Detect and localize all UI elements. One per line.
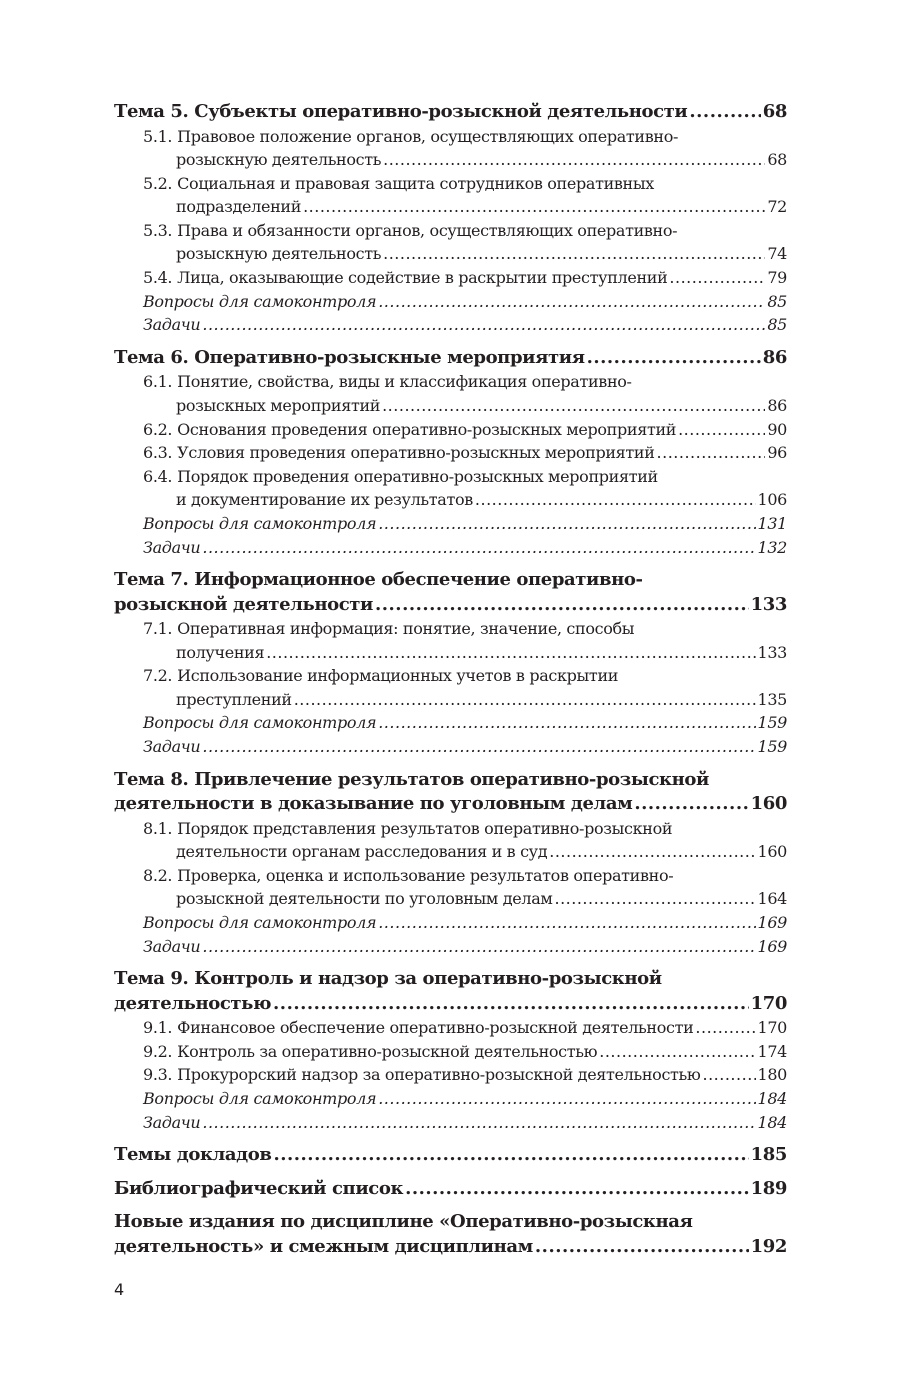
entry-title: Социальная и правовая защита сотрудников оперативных xyxy=(177,173,654,193)
theme-title: Библиографический список xyxy=(114,1177,404,1199)
entry-page: 90 xyxy=(767,419,787,439)
dot-leader xyxy=(549,840,755,864)
dot-leader xyxy=(587,346,761,371)
entry-number: 6.4. xyxy=(143,466,173,486)
theme-title: Тема 5. Субъекты оперативно-розыскной деятельности xyxy=(114,101,688,122)
theme-page: 170 xyxy=(750,992,787,1014)
toc-line xyxy=(114,568,787,593)
entry-page: 86 xyxy=(767,395,787,415)
toc-line xyxy=(114,313,787,337)
entry-page: 184 xyxy=(757,1112,787,1132)
toc-line xyxy=(114,1040,787,1064)
entry-title: Задачи xyxy=(143,537,201,557)
entry-title: Финансовое обеспечение оперативно-розыскной деятельности xyxy=(177,1018,694,1038)
theme-page: 189 xyxy=(750,1177,787,1199)
toc-line xyxy=(114,1087,787,1111)
toc-line xyxy=(114,864,787,888)
toc-line xyxy=(114,172,787,196)
entry-page: 170 xyxy=(757,1018,787,1038)
theme-page: 68 xyxy=(762,101,787,122)
entry-title: Задачи xyxy=(143,315,201,335)
entry-page: 164 xyxy=(757,889,787,909)
dot-leader xyxy=(669,266,765,290)
entry-number: 8.2. xyxy=(143,865,173,885)
toc-subentry[interactable] xyxy=(114,864,787,911)
entry-page: 169 xyxy=(757,913,787,933)
toc-line xyxy=(114,488,787,512)
entry-title: Порядок проведения оперативно-розыскных мероприятий xyxy=(177,466,658,486)
entry-number: 8.1. xyxy=(143,818,173,838)
entry-number: 5.3. xyxy=(143,220,173,240)
toc-aux-entry[interactable] xyxy=(114,290,787,314)
toc-subentry[interactable] xyxy=(114,465,787,512)
theme-entry[interactable] xyxy=(114,100,787,125)
theme-page: 86 xyxy=(762,346,787,368)
dot-leader xyxy=(378,512,755,536)
toc-line xyxy=(114,242,787,266)
entry-page: 85 xyxy=(767,291,787,311)
toc-subentry[interactable] xyxy=(114,1040,787,1064)
entry-number: 5.4. xyxy=(143,268,173,288)
entry-title: розыскную деятельность xyxy=(176,150,382,170)
entry-page: 79 xyxy=(767,268,787,288)
dot-leader xyxy=(294,688,756,712)
entry-title: подразделений xyxy=(176,197,302,217)
toc-subentry[interactable] xyxy=(114,172,787,219)
toc-line xyxy=(114,195,787,219)
entry-title: и документирование их результатов xyxy=(176,490,473,510)
toc-line xyxy=(114,418,787,442)
entry-number: 6.2. xyxy=(143,419,173,439)
toc-aux-entry[interactable] xyxy=(114,1087,787,1111)
entry-page: 131 xyxy=(757,513,787,533)
dot-leader xyxy=(202,935,755,959)
theme-entry[interactable] xyxy=(114,1177,787,1202)
toc-subentry[interactable] xyxy=(114,266,787,290)
entry-title: деятельности органам расследования и в суд xyxy=(176,842,548,862)
toc-line xyxy=(114,346,787,371)
theme-title: Тема 9. Контроль и надзор за оперативно-розыскной xyxy=(114,968,662,990)
toc-line xyxy=(114,935,787,959)
toc-line xyxy=(114,1143,787,1168)
dot-leader xyxy=(378,290,765,314)
entry-title: Контроль за оперативно-розыскной деятельностью xyxy=(177,1041,598,1061)
entry-title: Лица, оказывающие содействие в раскрытии преступлений xyxy=(177,268,668,288)
dot-leader xyxy=(266,641,755,665)
entry-title: Правовое положение органов, осуществляющих оперативно- xyxy=(177,126,679,146)
toc-section[interactable] xyxy=(114,568,787,759)
toc-line xyxy=(114,290,787,314)
toc-line xyxy=(114,125,787,149)
entry-title: Задачи xyxy=(143,737,201,757)
dot-leader xyxy=(273,992,749,1017)
entry-title: Вопросы для самоконтроля xyxy=(143,291,377,311)
entry-page: 174 xyxy=(757,1041,787,1061)
toc-section[interactable] xyxy=(114,346,787,559)
entry-title: Условия проведения оперативно-розыскных мероприятий xyxy=(177,443,655,463)
dot-leader xyxy=(202,735,755,759)
toc-line xyxy=(114,664,787,688)
theme-entry[interactable] xyxy=(114,1143,787,1168)
entry-number: 9.1. xyxy=(143,1018,173,1038)
theme-page: 185 xyxy=(750,1144,787,1166)
toc-aux-entry[interactable] xyxy=(114,711,787,735)
toc-section[interactable] xyxy=(114,967,787,1134)
entry-page: 184 xyxy=(757,1089,787,1108)
toc-line xyxy=(114,792,787,817)
dot-leader xyxy=(378,711,755,735)
dot-leader xyxy=(378,911,755,935)
dot-leader xyxy=(273,1143,748,1168)
toc-line xyxy=(114,641,787,665)
toc-line xyxy=(114,840,787,864)
toc-subentry[interactable] xyxy=(114,219,787,266)
entry-page: 96 xyxy=(767,443,787,463)
dot-leader xyxy=(475,488,756,512)
toc-line xyxy=(114,394,787,418)
entry-title: Задачи xyxy=(143,936,201,956)
theme-entry[interactable] xyxy=(114,346,787,371)
entry-title: Вопросы для самоконтроля xyxy=(143,1089,377,1108)
toc-subentry[interactable] xyxy=(114,617,787,664)
entry-title: розыскных мероприятий xyxy=(176,395,381,415)
toc-subentry[interactable] xyxy=(114,1016,787,1040)
toc-line xyxy=(114,1063,787,1087)
theme-title: деятельность» и смежным дисциплинам xyxy=(114,1235,533,1257)
entry-title: Прокурорский надзор за оперативно-розыскной деятельностью xyxy=(177,1065,701,1085)
entry-page: 180 xyxy=(757,1065,787,1085)
theme-page: 160 xyxy=(750,793,787,815)
entry-title: Понятие, свойства, виды и классификация оперативно- xyxy=(177,372,632,392)
dot-leader xyxy=(634,792,748,817)
toc-subentry[interactable] xyxy=(114,441,787,465)
toc-aux-entry[interactable] xyxy=(114,911,787,935)
entry-page: 159 xyxy=(757,737,787,757)
entry-title: Порядок представления результатов оперативно-розыскной xyxy=(177,818,673,838)
dot-leader xyxy=(535,1235,749,1260)
entry-title: Использование информационных учетов в раскрытии xyxy=(177,666,619,686)
toc-aux-entry[interactable] xyxy=(114,512,787,536)
entry-number: 6.3. xyxy=(143,443,173,463)
dot-leader xyxy=(375,593,749,618)
entry-page: 135 xyxy=(757,689,787,709)
toc-line xyxy=(114,1111,787,1135)
entry-page: 133 xyxy=(757,642,787,662)
theme-page: 192 xyxy=(750,1235,787,1257)
theme-title: розыскной деятельности xyxy=(114,593,373,615)
toc-line xyxy=(114,1016,787,1040)
dot-leader xyxy=(678,418,765,442)
theme-title: Темы докладов xyxy=(114,1144,272,1166)
dot-leader xyxy=(382,394,765,418)
toc-line xyxy=(114,768,787,793)
entry-title: получения xyxy=(176,642,265,662)
entry-number: 6.1. xyxy=(143,372,173,392)
entry-title: Задачи xyxy=(143,1112,201,1132)
toc-line xyxy=(114,735,787,759)
page-number: 4 xyxy=(114,1280,125,1299)
entry-title: Проверка, оценка и использование результатов оперативно- xyxy=(177,865,674,885)
theme-title: Тема 6. Оперативно-розыскные мероприятия xyxy=(114,346,585,368)
entry-page: 72 xyxy=(767,197,787,217)
toc-aux-entry[interactable] xyxy=(114,735,787,759)
entry-title: Вопросы для самоконтроля xyxy=(143,713,377,733)
dot-leader xyxy=(405,1177,749,1202)
toc-aux-entry[interactable] xyxy=(114,935,787,959)
entry-title: розыскную деятельность xyxy=(176,244,382,264)
toc-section[interactable] xyxy=(114,1210,787,1259)
dot-leader xyxy=(383,242,765,266)
toc-subentry[interactable] xyxy=(114,817,787,864)
theme-title: деятельности в доказывание по уголовным делам xyxy=(114,793,633,815)
toc-line xyxy=(114,688,787,712)
toc-section[interactable] xyxy=(114,100,787,337)
entry-page: 106 xyxy=(757,490,787,510)
entry-number: 5.2. xyxy=(143,173,173,193)
theme-entry[interactable] xyxy=(114,568,787,617)
theme-title: Тема 8. Привлечение результатов оперативно-розыскной xyxy=(114,768,709,790)
dot-leader xyxy=(703,1063,756,1087)
dot-leader xyxy=(202,1111,755,1135)
entry-number: 7.1. xyxy=(143,619,173,639)
theme-entry[interactable] xyxy=(114,768,787,817)
entry-number: 5.1. xyxy=(143,126,173,146)
toc-aux-entry[interactable] xyxy=(114,1111,787,1135)
toc-line xyxy=(114,370,787,394)
toc-line xyxy=(114,465,787,489)
table-of-contents xyxy=(114,100,787,1268)
entry-page: 160 xyxy=(757,842,787,862)
entry-number: 9.3. xyxy=(143,1065,173,1085)
dot-leader xyxy=(599,1040,755,1064)
entry-page: 68 xyxy=(767,150,787,170)
theme-title: деятельностью xyxy=(114,992,272,1014)
entry-title: Права и обязанности органов, осуществляющих оперативно- xyxy=(177,220,678,240)
entry-page: 74 xyxy=(767,244,787,264)
toc-line xyxy=(114,593,787,618)
entry-title: розыскной деятельности по уголовным делам xyxy=(176,889,553,909)
dot-leader xyxy=(554,887,755,911)
toc-aux-entry[interactable] xyxy=(114,536,787,560)
theme-title: Тема 7. Информационное обеспечение оперативно- xyxy=(114,569,643,591)
toc-line xyxy=(114,512,787,536)
toc-line xyxy=(114,1235,787,1260)
toc-line xyxy=(114,100,787,125)
toc-line xyxy=(114,266,787,290)
entry-number: 7.2. xyxy=(143,666,173,686)
dot-leader xyxy=(303,195,765,219)
toc-line xyxy=(114,711,787,735)
theme-title: Новые издания по дисциплине «Оперативно-розыскная xyxy=(114,1211,693,1233)
toc-section[interactable] xyxy=(114,768,787,959)
toc-line xyxy=(114,1177,787,1202)
toc-line xyxy=(114,441,787,465)
toc-line xyxy=(114,219,787,243)
toc-subentry[interactable] xyxy=(114,370,787,417)
dot-leader xyxy=(657,441,766,465)
dot-leader xyxy=(202,313,765,337)
dot-leader xyxy=(378,1087,755,1111)
entry-title: Вопросы для самоконтроля xyxy=(143,513,377,533)
entry-title: преступлений xyxy=(176,689,292,709)
toc-line xyxy=(114,148,787,172)
toc-aux-entry[interactable] xyxy=(114,313,787,337)
toc-line xyxy=(114,887,787,911)
dot-leader xyxy=(202,536,755,560)
dot-leader xyxy=(689,100,760,125)
toc-line xyxy=(114,967,787,992)
dot-leader xyxy=(695,1016,755,1040)
toc-subentry[interactable] xyxy=(114,125,787,172)
theme-entry[interactable] xyxy=(114,967,787,1016)
entry-page: 169 xyxy=(757,936,787,956)
toc-subentry[interactable] xyxy=(114,418,787,442)
theme-page: 133 xyxy=(750,593,787,615)
entry-number: 9.2. xyxy=(143,1041,173,1061)
toc-line xyxy=(114,617,787,641)
toc-line xyxy=(114,536,787,560)
toc-section[interactable] xyxy=(114,1177,787,1202)
toc-line xyxy=(114,992,787,1017)
entry-page: 159 xyxy=(757,713,787,733)
toc-line xyxy=(114,1210,787,1235)
entry-title: Оперативная информация: понятие, значение, способы xyxy=(177,619,635,639)
toc-subentry[interactable] xyxy=(114,664,787,711)
toc-line xyxy=(114,911,787,935)
entry-page: 132 xyxy=(757,537,787,557)
theme-entry[interactable] xyxy=(114,1210,787,1259)
entry-title: Основания проведения оперативно-розыскных мероприятий xyxy=(177,419,677,439)
toc-section[interactable] xyxy=(114,1143,787,1168)
toc-line xyxy=(114,817,787,841)
entry-title: Вопросы для самоконтроля xyxy=(143,913,377,933)
toc-subentry[interactable] xyxy=(114,1063,787,1087)
dot-leader xyxy=(383,148,765,172)
entry-page: 85 xyxy=(767,315,787,335)
